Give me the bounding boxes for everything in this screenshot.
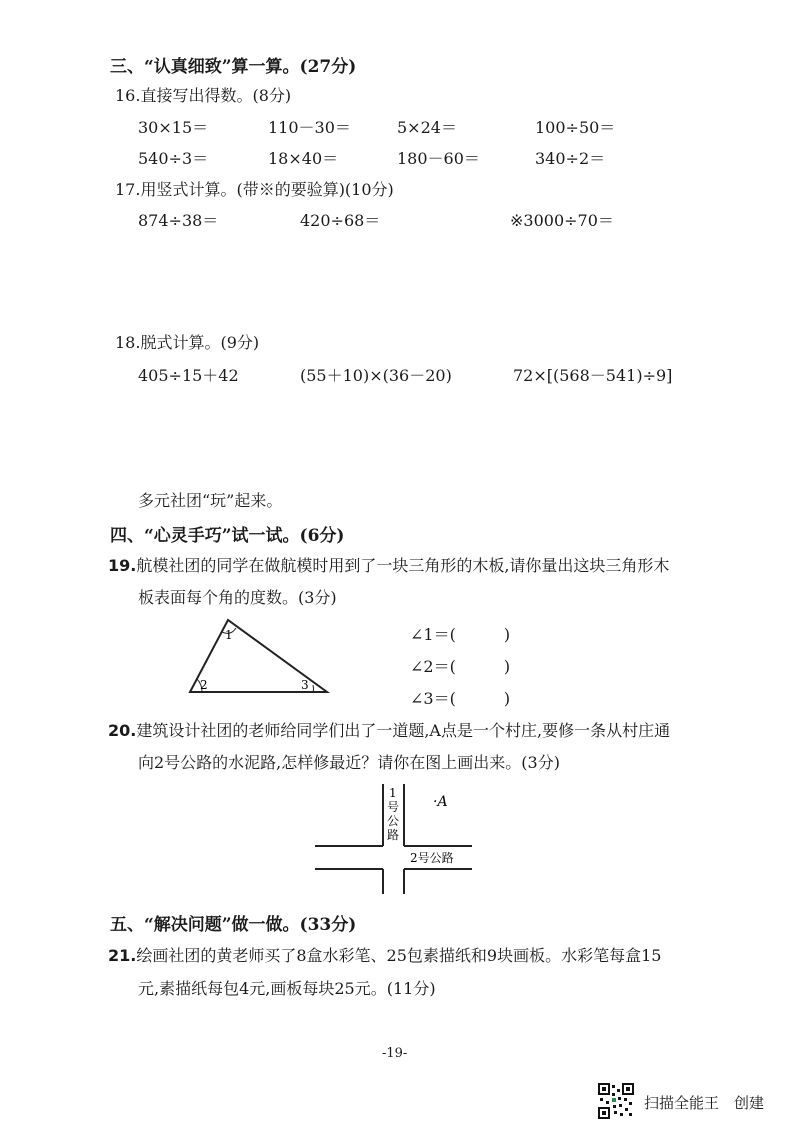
q17-expr-3: ※3000÷70＝ [510,211,614,230]
section-3-title: 三、“认真细致”算一算。(27分) [110,57,357,77]
q16-expr-7: 180－60＝ [397,149,480,168]
road-1-char-3: 公 [387,814,400,828]
intro-text: 多元社团“玩”起来。 [138,491,283,510]
q16-expr-8: 340÷2＝ [535,149,606,168]
q16-expr-6: 18×40＝ [268,149,339,168]
angle-label-1: 1 [225,628,233,642]
angle-1-answer: ∠1＝( ) [410,625,511,644]
q16-expr-3: 5×24＝ [397,118,457,137]
q20-line-2: 向2号公路的水泥路,怎样修最近？请你在图上画出来。(3分) [138,753,560,772]
q17-title: 17.用竖式计算。(带※的要验算)(10分) [115,180,394,199]
q17-expr-2: 420÷68＝ [300,211,381,230]
q16-title: 16.直接写出得数。(8分) [115,86,292,105]
q20-line-1 [108,718,670,741]
q18-expr-1: 405÷15＋42 [138,366,239,385]
road-1-char-2: 号 [387,800,400,814]
q20-number: 20. [108,721,137,740]
road-map-figure [315,780,475,896]
q16-expr-5: 540÷3＝ [138,149,209,168]
angle-3-answer: ∠3＝( ) [410,689,511,708]
q21-text-1: 绘画社团的黄老师买了8盒水彩笔、25包素描纸和9块画板。水彩笔每盒15 [136,946,662,965]
q17-expr-1: 874÷38＝ [138,211,219,230]
q19-number: 19. [108,556,137,575]
angle-label-3: 3 [301,678,309,692]
road-1-char-4: 路 [387,828,400,842]
q20-text-1: 建筑设计社团的老师给同学们出了一道题,A点是一个村庄,要修一条从村庄通 [136,721,671,740]
q18-title: 18.脱式计算。(9分) [115,333,260,352]
q21-number: 21. [108,946,137,965]
section-4-title: 四、“心灵手巧”试一试。(6分) [110,526,345,546]
triangle-figure [185,612,335,697]
q18-expr-3: 72×[(568－541)÷9] [513,366,673,385]
q21-line-2: 元,素描纸每包4元,画板每块25元。(11分) [138,979,436,998]
q21-line-1 [108,943,661,966]
angle-2-answer: ∠2＝( ) [410,657,511,676]
q16-expr-2: 110－30＝ [268,118,351,137]
page-number: -19- [382,1046,408,1061]
q18-expr-2: (55＋10)×(36－20) [300,366,452,385]
scanner-brand-text: 扫描全能王 创建 [644,1094,765,1112]
road-1-char-1: 1 [389,786,397,800]
qr-code-icon [598,1083,634,1119]
q19-text-1: 航模社团的同学在做航模时用到了一块三角形的木板,请你量出这块三角形木 [136,556,670,575]
section-5-title: 五、“解决问题”做一做。(33分) [110,915,357,935]
q16-expr-4: 100÷50＝ [535,118,616,137]
q19-line-1 [108,553,669,576]
angle-label-2: 2 [200,678,208,692]
angle-3-arc [313,685,314,692]
q16-expr-1: 30×15＝ [138,118,209,137]
q19-line-2: 板表面每个角的度数。(3分) [138,588,337,607]
road-2-label: 2号公路 [410,851,454,865]
village-point-a: ·A [433,794,448,810]
